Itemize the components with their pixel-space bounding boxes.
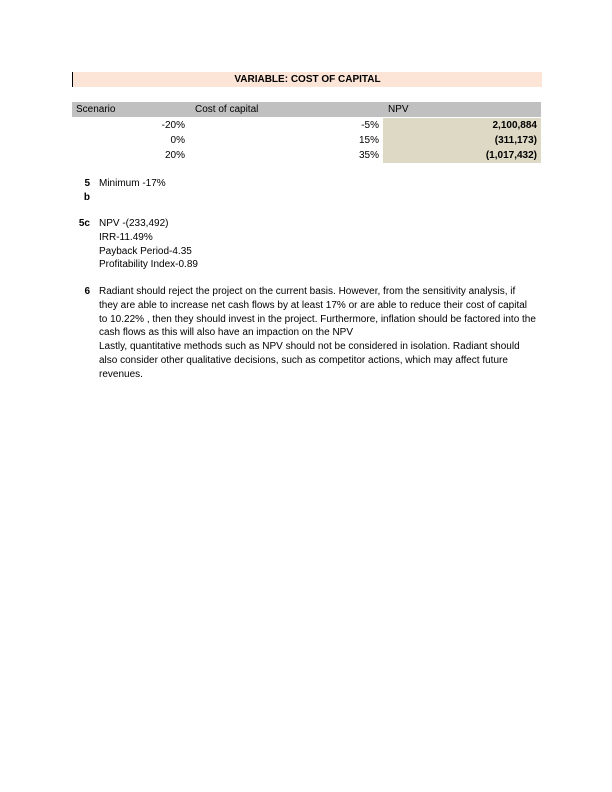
- npv-cell: 2,100,884: [383, 118, 541, 133]
- header-cost-of-capital: Cost of capital: [195, 104, 259, 115]
- payback-line: Payback Period-4.35: [99, 245, 192, 257]
- profitability-line: Profitability Index-0.89: [99, 259, 198, 271]
- section-6-label: 6: [84, 286, 90, 297]
- section-5c-lines: [99, 217, 536, 272]
- section-5c-label: 5c: [78, 218, 90, 229]
- table-header: [72, 102, 541, 117]
- header-npv: NPV: [388, 104, 409, 115]
- section-title: VARIABLE: COST OF CAPITAL: [72, 72, 542, 87]
- table-row: [72, 148, 541, 163]
- table-row: [72, 118, 541, 133]
- header-scenario: Scenario: [76, 104, 116, 115]
- npv-line: NPV -(233,492): [99, 218, 169, 229]
- section-5b-label-top: 5: [84, 178, 90, 189]
- paragraph-2: Lastly, quantitative methods such as NPV should not be considered in isolation. Radiant should also consider other qualitative decisions, such as competitor actions, which may affect future revenues.: [99, 341, 520, 380]
- section-6-text: [99, 285, 536, 382]
- npv-cell: (311,173): [383, 133, 541, 148]
- scenario-cell: -20%: [161, 120, 185, 131]
- cost-of-capital-cell: -5%: [361, 120, 379, 131]
- scenario-cell: 0%: [170, 135, 185, 146]
- npv-cell: (1,017,432): [383, 148, 541, 163]
- section-5b-text: Minimum -17%: [99, 178, 166, 189]
- section-5b-label-bottom: b: [83, 192, 90, 203]
- scenario-cell: 20%: [164, 150, 185, 161]
- cost-of-capital-cell: 15%: [358, 135, 379, 146]
- paragraph-1: Radiant should reject the project on the current basis. However, from the sensitivity analysis, if they are able to increase net cash flows by at least 17% or are able to reduce their cost of capital to 10.22% , then they should invest in the project. Furthermore, inflation should be factored into the cash flows as this will also have an impaction on the NPV: [99, 286, 536, 339]
- irr-line: IRR-11.49%: [99, 231, 153, 243]
- table-row: [72, 133, 541, 148]
- cost-of-capital-cell: 35%: [358, 150, 379, 161]
